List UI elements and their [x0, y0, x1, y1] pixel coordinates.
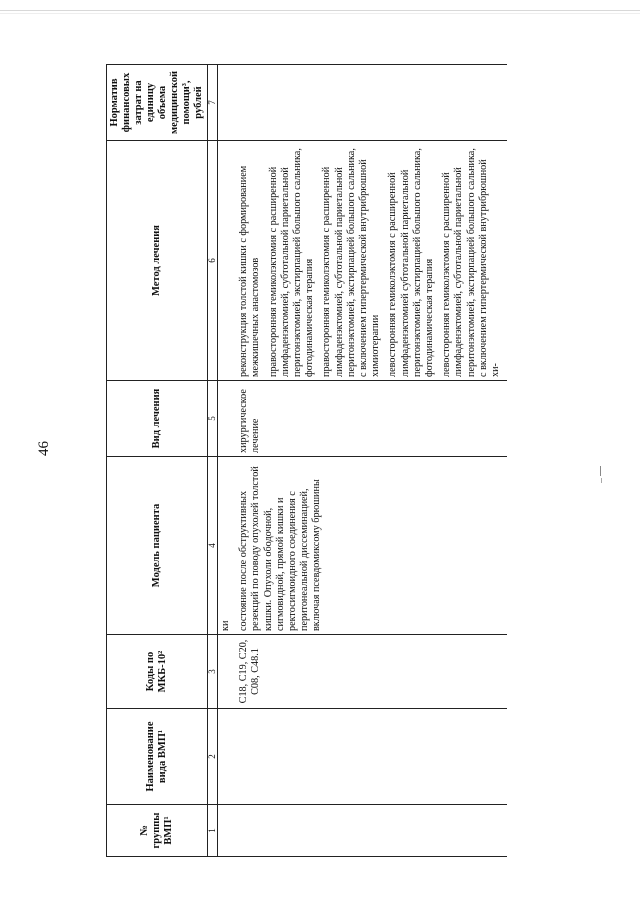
icd-codes-text: C18, C19, C20, C08, C48.1 [238, 639, 262, 704]
column-number: 5 [208, 381, 218, 457]
header-cost-standard: Норматив финансовых затрат на единицу объема медицинской помощи³, рублей [107, 65, 208, 141]
scan-mark [600, 466, 601, 476]
scan-edge-line [0, 10, 640, 11]
cell-group-number [218, 805, 508, 857]
header-icd-codes: Коды по МКБ-10² [107, 635, 208, 709]
column-number: 2 [208, 709, 218, 805]
header-vmp-name: Наименование вида ВМП¹ [107, 709, 208, 805]
column-number: 7 [208, 65, 218, 141]
scan-mark [601, 478, 602, 483]
patient-model-text: состояние после обструктивных резекций по поводу опухолей толстой кишки. Опухоли ободочной, сигмовидной, прямой кишки и ректосигмоидного соединения с перитонеальной диссеминацией, включая псевдомиксому брюшины [238, 466, 323, 631]
table-row [218, 65, 508, 857]
vmp-table [106, 64, 507, 857]
header-row [107, 65, 208, 857]
cell-cost-standard [218, 65, 508, 141]
cell-vmp-name [218, 709, 508, 805]
column-number: 6 [208, 141, 218, 381]
scan-edge-line [0, 13, 640, 14]
column-number: 1 [208, 805, 218, 857]
page-number: 46 [36, 441, 52, 456]
treatment-method: левосторонняя гемиколэктомия с расширенной лимфаденэктомией субтотальной париетальной перитонэктомией, экстирпацией большого сальника, фотодинамическая терапия [387, 148, 436, 377]
treatment-method: правосторонняя гемиколэктомия с расширенной лимфаденэктомией, субтотальной париетальной перитонэктомией, экстирпацией большого сальника, с включением гипертермической внутрибрюшной химиотерапии [321, 148, 382, 377]
continuation-text: ки [220, 620, 231, 631]
column-number: 4 [208, 457, 218, 635]
cell-patient-model [218, 457, 508, 635]
treatment-type-text: хирургическое лечение [238, 389, 262, 453]
treatment-method: правосторонняя гемиколэктомия с расширенной лимфаденэктомией, субтотальной париетальной перитонэктомией, экстирпацией большого сальника, фотодинамическая терапия [267, 148, 316, 377]
treatment-method: левосторонняя гемиколэктомия с расширенной лимфаденэктомией, субтотальной париетальной перитонэктомией, экстирпацией большого сальника, с включением гипертермической внутрибрюшной хи- [441, 148, 502, 377]
header-group-number: № группы ВМП¹ [107, 805, 208, 857]
cell-icd-codes [218, 635, 508, 709]
header-treatment-type: Вид лечения [107, 381, 208, 457]
treatment-method: реконструкция толстой кишки с формированием межкишечных анастомозов [238, 165, 262, 377]
header-patient-model: Модель пациента [107, 457, 208, 635]
column-number: 3 [208, 635, 218, 709]
cell-treatment-methods [218, 141, 508, 381]
cell-treatment-type [218, 381, 508, 457]
column-number-row [208, 65, 218, 857]
rotated-table-sheet [106, 65, 616, 857]
header-treatment-method: Метод лечения [107, 141, 208, 381]
